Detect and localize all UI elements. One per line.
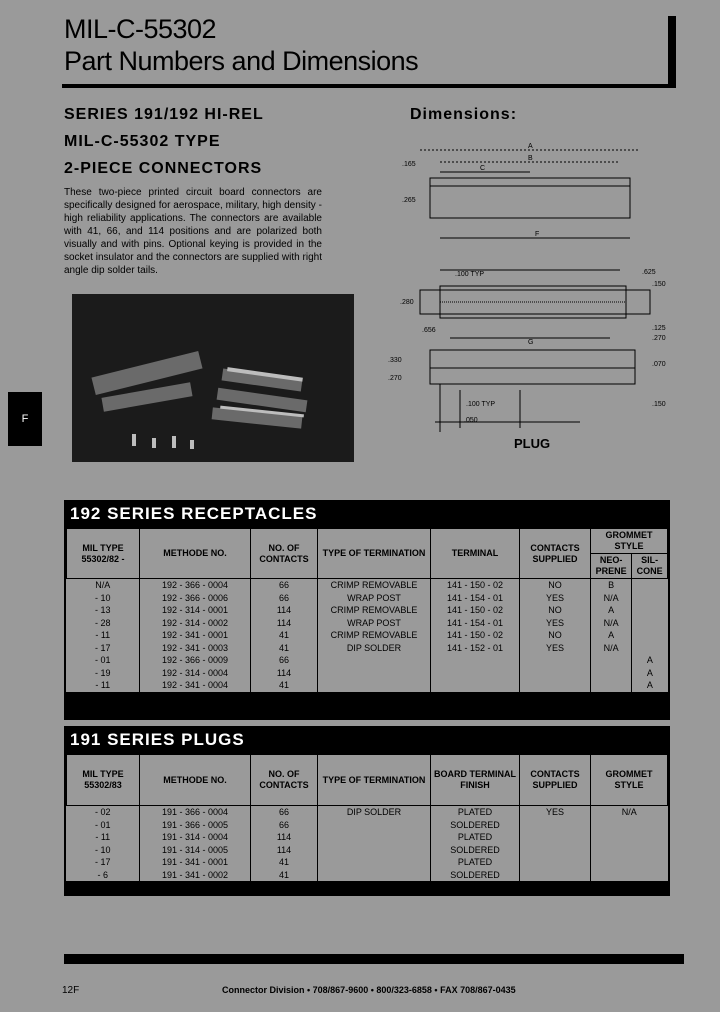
- table-cell: 114: [251, 617, 318, 630]
- table-row: [67, 592, 668, 605]
- table-cell: [520, 679, 591, 692]
- table-cell: 41: [251, 869, 318, 882]
- table-row: [67, 856, 668, 869]
- table-cell: A: [591, 629, 632, 642]
- series-heading-line1: SERIES 191/192 HI-REL: [64, 106, 264, 123]
- col-methode: METHODE NO.: [140, 755, 251, 806]
- table-cell: N/A: [591, 642, 632, 655]
- plugs-table: [66, 754, 668, 881]
- table-row: [67, 819, 668, 832]
- col-termination: TYPE OF TERMINATION: [318, 529, 431, 579]
- table-cell: [632, 642, 668, 655]
- table-cell: 66: [251, 579, 318, 592]
- table-cell: [520, 869, 591, 882]
- table-cell: [591, 667, 632, 680]
- table-cell: [318, 654, 431, 667]
- dim-100-typ: .100 TYP: [455, 271, 485, 278]
- table-cell: A: [646, 680, 653, 690]
- table-cell: NO: [520, 629, 591, 642]
- table-cell: [520, 831, 591, 844]
- table-cell: 66: [251, 806, 318, 819]
- plug-label: PLUG: [514, 436, 551, 451]
- dim-656: .656: [422, 327, 436, 334]
- dim-050: .050: [464, 417, 478, 424]
- title-rule-horizontal: [62, 84, 676, 88]
- dim-b: B: [528, 155, 533, 162]
- intro-paragraph: These two-piece printed circuit board connectors are specifically designed for aerospace, military, high density - high reliability applications. The connectors are available with 41, 66, and 114 positions and are polarized both visually and with pins. Optional keying is provided in the socket insulator and the connectors are supplied with right angle dip solder tails.: [64, 187, 322, 276]
- table-cell: 41: [251, 629, 318, 642]
- dim-270-b: .270: [388, 375, 402, 382]
- table-cell: [591, 819, 668, 832]
- table-cell: [520, 654, 591, 667]
- table-cell: 192 - 366 - 0006: [140, 592, 251, 605]
- table-cell: - 6: [67, 869, 140, 882]
- table-cell: [520, 667, 591, 680]
- table-cell: [591, 679, 632, 692]
- table-cell: N/A: [591, 617, 632, 630]
- col-terminal: TERMINAL: [431, 529, 520, 579]
- col-contacts: NO. OF CONTACTS: [251, 755, 318, 806]
- dim-625: .625: [642, 269, 656, 276]
- table-cell: [318, 856, 431, 869]
- table-cell: - 01: [67, 654, 140, 667]
- table-cell: 41: [251, 642, 318, 655]
- table-cell: 114: [251, 831, 318, 844]
- table-cell: 141 - 154 - 01: [431, 592, 520, 605]
- table-cell: 192 - 341 - 0003: [140, 642, 251, 655]
- dim-125: .125: [652, 325, 666, 332]
- table-row: [67, 629, 668, 642]
- table-cell: [318, 667, 431, 680]
- col-supplied: CONTACTS SUPPLIED: [520, 529, 591, 579]
- table-cell: 192 - 366 - 0009: [140, 654, 251, 667]
- table-row: [67, 844, 668, 857]
- table-cell: 191 - 341 - 0001: [140, 856, 251, 869]
- page-title: MIL-C-55302: [64, 14, 217, 44]
- table-cell: SOLDERED: [431, 844, 520, 857]
- table-cell: [431, 654, 520, 667]
- table-cell: NO: [520, 604, 591, 617]
- table-row: [67, 654, 668, 667]
- dim-270-a: .270: [652, 335, 666, 342]
- table-cell: - 11: [67, 679, 140, 692]
- dim-c: C: [480, 165, 486, 172]
- table-cell: A: [646, 655, 653, 665]
- col-contacts: NO. OF CONTACTS: [251, 529, 318, 579]
- table-cell: - 19: [67, 667, 140, 680]
- table-cell: 66: [251, 819, 318, 832]
- table-cell: [318, 831, 431, 844]
- dim-f: F: [535, 231, 540, 238]
- table-cell: [591, 869, 668, 882]
- table-cell: 141 - 152 - 01: [431, 642, 520, 655]
- table-cell: DIP SOLDER: [318, 806, 431, 819]
- table-cell: YES: [520, 642, 591, 655]
- table-cell: [520, 844, 591, 857]
- connector-photo: [72, 294, 354, 462]
- table-cell: YES: [520, 592, 591, 605]
- table-cell: 191 - 366 - 0005: [140, 819, 251, 832]
- dimensions-heading: Dimensions:: [410, 106, 518, 123]
- table-cell: [591, 856, 668, 869]
- table-cell: - 10: [67, 592, 140, 605]
- table-cell: YES: [520, 806, 591, 819]
- table-cell: PLATED: [431, 806, 520, 819]
- table-cell: - 13: [67, 604, 140, 617]
- table-cell: SOLDERED: [431, 819, 520, 832]
- table-row: [67, 667, 668, 680]
- dim-330: .330: [388, 357, 402, 364]
- table-row: [67, 679, 668, 692]
- table-cell: 191 - 314 - 0004: [140, 831, 251, 844]
- table-row: [67, 617, 668, 630]
- col-grommet: GROMMET STYLE: [591, 529, 668, 554]
- table-cell: [318, 844, 431, 857]
- table-row: [67, 579, 668, 592]
- table-cell: DIP SOLDER: [318, 642, 431, 655]
- table-cell: [632, 579, 668, 592]
- series-heading-line3: 2-PIECE CONNECTORS: [64, 160, 263, 177]
- title-rule-vertical: [668, 16, 676, 88]
- page-subtitle: Part Numbers and Dimensions: [64, 46, 419, 76]
- table-cell: [632, 604, 668, 617]
- table-cell: [591, 831, 668, 844]
- table-cell: PLATED: [431, 831, 520, 844]
- table-cell: PLATED: [431, 856, 520, 869]
- table-cell: CRIMP REMOVABLE: [318, 604, 431, 617]
- table-cell: CRIMP REMOVABLE: [318, 629, 431, 642]
- receptacles-table: [66, 528, 668, 692]
- table-cell: 114: [251, 667, 318, 680]
- table-cell: [632, 617, 668, 630]
- table-cell: N/A: [67, 579, 140, 592]
- col-methode: METHODE NO.: [140, 529, 251, 579]
- table-cell: B: [591, 579, 632, 592]
- table-cell: - 17: [67, 642, 140, 655]
- table-cell: 141 - 150 - 02: [431, 579, 520, 592]
- col-mil-type: MIL TYPE 55302/83: [67, 755, 140, 806]
- table-cell: 192 - 314 - 0001: [140, 604, 251, 617]
- dimension-drawing: [380, 140, 680, 440]
- table-cell: 141 - 154 - 01: [431, 617, 520, 630]
- table-cell: [520, 819, 591, 832]
- table-cell: [632, 629, 668, 642]
- table-cell: [431, 679, 520, 692]
- table-cell: - 11: [67, 629, 140, 642]
- table-cell: 191 - 314 - 0005: [140, 844, 251, 857]
- table-cell: N/A: [591, 592, 632, 605]
- section-tab: F: [8, 392, 42, 446]
- table-row: [67, 806, 668, 819]
- page-number: 12F: [62, 985, 80, 996]
- table-cell: [632, 592, 668, 605]
- dim-150-plug: .150: [652, 401, 666, 408]
- dim-g: G: [528, 339, 534, 346]
- table-cell: 41: [251, 856, 318, 869]
- table-cell: [318, 869, 431, 882]
- table-row: [67, 869, 668, 882]
- table-cell: - 11: [67, 831, 140, 844]
- table-cell: A: [646, 667, 653, 678]
- table-cell: 114: [251, 844, 318, 857]
- contact-line: Connector Division • 708/867-9600 • 800/323-6858 • FAX 708/867-0435: [222, 985, 516, 995]
- table-cell: 192 - 314 - 0004: [140, 667, 251, 680]
- receptacles-section: [64, 500, 670, 720]
- table-cell: 66: [251, 654, 318, 667]
- col-supplied: CONTACTS SUPPLIED: [520, 755, 591, 806]
- dim-165: .165: [402, 161, 416, 168]
- table-cell: 141 - 150 - 02: [431, 604, 520, 617]
- table-row: [67, 604, 668, 617]
- table-cell: [318, 819, 431, 832]
- table-cell: SOLDERED: [431, 869, 520, 882]
- dim-265: .265: [402, 197, 416, 204]
- table-cell: - 01: [67, 819, 140, 832]
- footer-rule: [64, 954, 684, 964]
- table-cell: WRAP POST: [318, 592, 431, 605]
- col-mil-type: MIL TYPE 55302/82 -: [67, 529, 140, 579]
- table-cell: 192 - 341 - 0001: [140, 629, 251, 642]
- table-cell: CRIMP REMOVABLE: [318, 579, 431, 592]
- dim-a: A: [528, 143, 533, 150]
- series-heading-line2: MIL-C-55302 TYPE: [64, 133, 221, 150]
- table-cell: 66: [251, 592, 318, 605]
- table-cell: 114: [251, 604, 318, 617]
- dim-070: .070: [652, 361, 666, 368]
- col-neoprene: NEO-PRENE: [591, 554, 632, 579]
- table-cell: 141 - 150 - 02: [431, 629, 520, 642]
- table-cell: 191 - 341 - 0002: [140, 869, 251, 882]
- col-termination: TYPE OF TERMINATION: [318, 755, 431, 806]
- col-grommet: GROMMET STYLE: [591, 755, 668, 806]
- table-row: [67, 642, 668, 655]
- table-cell: YES: [520, 617, 591, 630]
- dim-280: .280: [400, 299, 414, 306]
- table-cell: 192 - 314 - 0002: [140, 617, 251, 630]
- col-silicone: SIL- CONE: [632, 554, 668, 579]
- table-cell: A: [591, 604, 632, 617]
- table-cell: - 28: [67, 617, 140, 630]
- col-finish: BOARD TERMINAL FINISH: [431, 755, 520, 806]
- table-cell: 192 - 341 - 0004: [140, 679, 251, 692]
- table-row: [67, 831, 668, 844]
- table-cell: [591, 844, 668, 857]
- table-cell: 191 - 366 - 0004: [140, 806, 251, 819]
- table-cell: - 10: [67, 844, 140, 857]
- plugs-title: 191 SERIES PLUGS: [70, 730, 245, 749]
- table-cell: 192 - 366 - 0004: [140, 579, 251, 592]
- plugs-section: [64, 726, 670, 896]
- table-cell: - 02: [67, 806, 140, 819]
- table-cell: [431, 667, 520, 680]
- table-cell: - 17: [67, 856, 140, 869]
- dim-150: .150: [652, 281, 666, 288]
- table-cell: N/A: [621, 807, 637, 817]
- receptacles-title: 192 SERIES RECEPTACLES: [70, 504, 318, 523]
- table-cell: [318, 679, 431, 692]
- dim-100-typ-plug: .100 TYP: [466, 401, 496, 408]
- table-cell: 41: [251, 679, 318, 692]
- table-cell: [591, 654, 632, 667]
- table-cell: NO: [520, 579, 591, 592]
- table-cell: WRAP POST: [318, 617, 431, 630]
- table-cell: [520, 856, 591, 869]
